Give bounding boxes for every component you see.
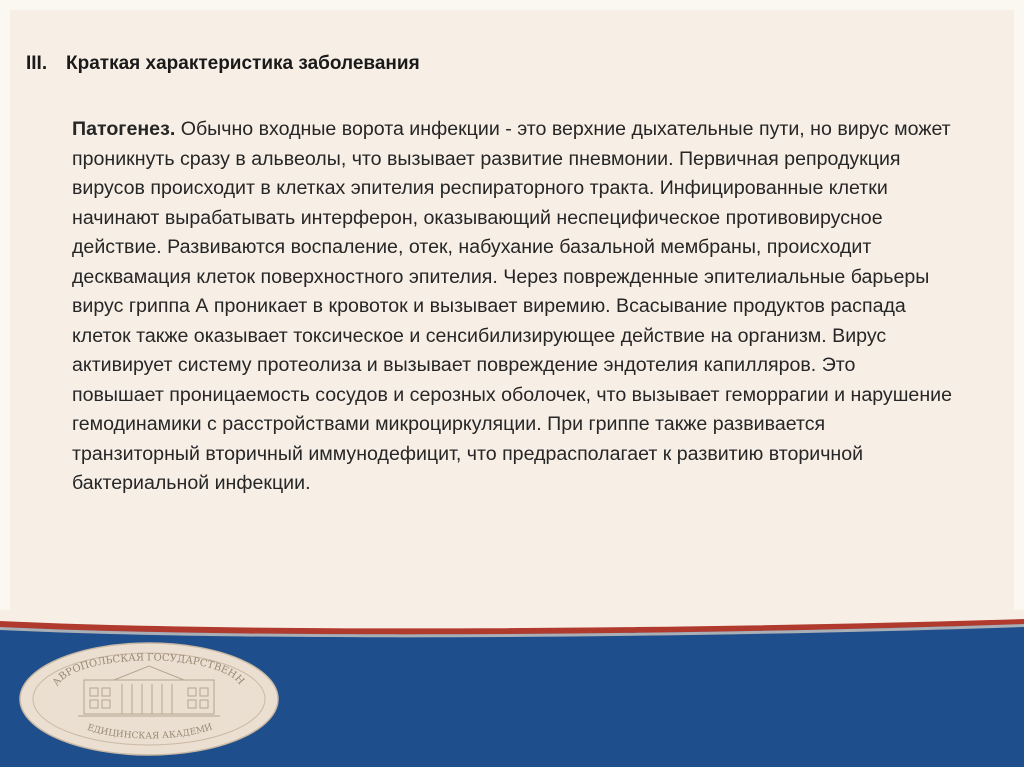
academy-building-icon [18,640,280,758]
logo-top-text: АВРОПОЛЬСКАЯ ГОСУДАРСТВЕНН [50,652,247,689]
section-title: Краткая характеристика заболевания [66,53,420,74]
section-heading [26,53,420,75]
pathogenesis-text: Обычно входные ворота инфекции - это верхние дыхательные пути, но вирус может проникнуть сразу в альвеолы, что вызывает развитие пневмонии. Первичная репродукция вирусов происходит в клетках эпителия респираторного тракта. Инфицированные клетки начинают вырабатывать интерферон, оказывающий неспецифическое противовирусное действие. Развиваются воспаление, отек, набухание базальной мембраны, происходит десквамация клеток поверхностного эпителия. Через поврежденные эпителиальные барьеры вирус гриппа А проникает в кровоток и вызывает виремию. Всасывание продуктов распада клеток также оказывает токсическое и сенсибилизирующее действие на организм. Вирус активирует систему протеолиза и вызывает повреждение эндотелия капилляров. Это повышает проницаемость сосудов и серозных оболочек, что вызывает геморрагии и нарушение гемодинамики с расстройствами микроциркуляции. При гриппе также развивается транзиторный вторичный иммунодефицит, что предрасполагает к развитию вторичной бактериальной инфекции. [72,118,952,494]
logo-bottom-text: ЕДИЦИНСКАЯ АКАДЕМИ [85,722,214,742]
section-number: III. [26,53,48,74]
pathogenesis-paragraph [72,115,952,499]
pathogenesis-label: Патогенез. [72,118,176,140]
academy-logo [18,640,280,758]
